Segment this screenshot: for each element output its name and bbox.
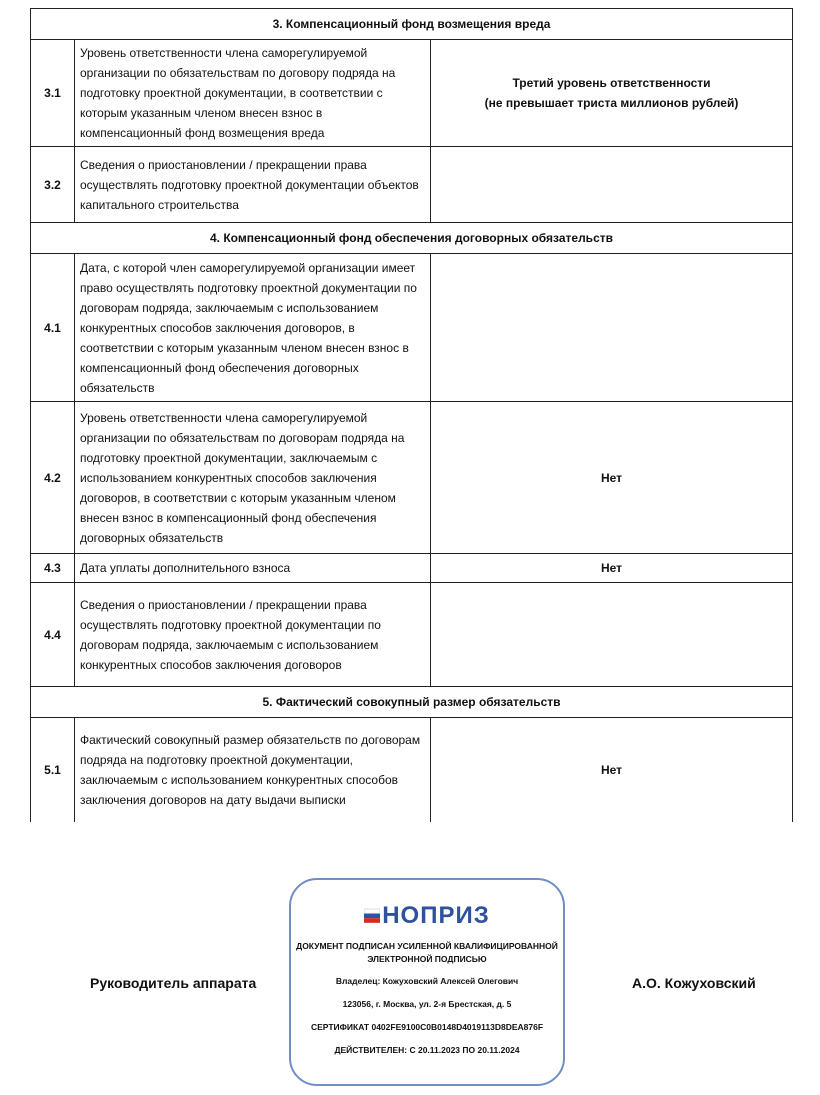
row-description: Фактический совокупный размер обязательств по договорам подряда на подготовку проектной документации, заключаемым с использованием конкурентных способов заключения договоров на дату выдачи выписки <box>75 718 431 822</box>
extract-table <box>30 8 793 822</box>
section-header-5 <box>31 687 793 718</box>
stamp-owner: Владелец: Кожуховский Алексей Олегович <box>335 976 519 986</box>
section-header-3 <box>31 9 793 40</box>
signer-name: А.О. Кожуховский <box>632 975 756 991</box>
row-value <box>431 40 793 147</box>
row-description: Уровень ответственности члена саморегулируемой организации по обязательствам по договору подряда на подготовку проектной документации, в соответствии с которым указанным членом внесен взнос в компенсационный фонд возмещения вреда <box>75 40 431 147</box>
row-value: Нет <box>431 402 793 554</box>
row-description: Уровень ответственности члена саморегулируемой организации по обязательствам по договорам подряда на подготовку проектной документации, заключаемым с использованием конкурентных способов заключения договоров, в соответствии с которым указанным членом внесен взнос в компенсационный фонд обеспечения договорных обязательств <box>75 402 431 554</box>
table-row-4-1 <box>31 254 793 402</box>
value-line: (не превышает триста миллионов рублей) <box>484 96 739 110</box>
section-title: 5. Фактический совокупный размер обязательств <box>31 687 793 718</box>
stamp-address: 123056, г. Москва, ул. 2-я Брестская, д. 5 <box>342 999 512 1009</box>
row-value <box>431 583 793 687</box>
stamp-validity: ДЕЙСТВИТЕЛЕН: С 20.11.2023 ПО 20.11.2024 <box>334 1045 520 1055</box>
table-row-3-1 <box>31 40 793 147</box>
row-number: 3.1 <box>31 40 75 147</box>
section-title: 4. Компенсационный фонд обеспечения договорных обязательств <box>31 223 793 254</box>
signature-stamp <box>289 878 565 1086</box>
table-row-5-1 <box>31 718 793 822</box>
signer-position: Руководитель аппарата <box>90 975 257 991</box>
row-number: 3.2 <box>31 147 75 223</box>
table-row-3-2 <box>31 147 793 223</box>
value-line: Третий уровень ответственности <box>512 76 711 90</box>
row-description: Сведения о приостановлении / прекращении права осуществлять подготовку проектной документации объектов капитального строительства <box>75 147 431 223</box>
table-row-4-2 <box>31 402 793 554</box>
row-number: 4.1 <box>31 254 75 402</box>
row-value <box>431 254 793 402</box>
row-value: Нет <box>431 554 793 583</box>
row-description: Дата, с которой член саморегулируемой организации имеет право осуществлять подготовку проектной документации по договорам подряда, заключаемым с использованием конкурентных способов заключения договоров, в соответствии с которым указанным членом внесен взнос в компенсационный фонд обеспечения договорных обязательств <box>75 254 431 402</box>
stamp-certificate: СЕРТИФИКАТ 0402FE9100C0B0148D4019113D8DEA876F <box>310 1022 544 1032</box>
table-row-4-4 <box>31 583 793 687</box>
table-row-4-3 <box>31 554 793 583</box>
row-value: Нет <box>431 718 793 822</box>
russian-flag-icon <box>364 908 380 924</box>
row-value <box>431 147 793 223</box>
row-description: Сведения о приостановлении / прекращении права осуществлять подготовку проектной документации по договорам подряда, заключаемым с использованием конкурентных способов заключения договоров <box>75 583 431 687</box>
section-header-4 <box>31 223 793 254</box>
section-title: 3. Компенсационный фонд возмещения вреда <box>31 9 793 40</box>
stamp-title-line: ДОКУМЕНТ ПОДПИСАН УСИЛЕННОЙ КВАЛИФИЦИРОВАННОЙ <box>296 941 558 951</box>
row-number: 4.3 <box>31 554 75 583</box>
row-number: 4.2 <box>31 402 75 554</box>
row-description: Дата уплаты дополнительного взноса <box>75 554 431 583</box>
nopriz-logo-text: НОПРИЗ <box>382 902 490 929</box>
stamp-logo <box>291 902 563 930</box>
row-number: 5.1 <box>31 718 75 822</box>
stamp-title-line: ЭЛЕКТРОННОЙ ПОДПИСЬЮ <box>367 954 487 964</box>
stamp-title <box>291 940 563 966</box>
row-number: 4.4 <box>31 583 75 687</box>
